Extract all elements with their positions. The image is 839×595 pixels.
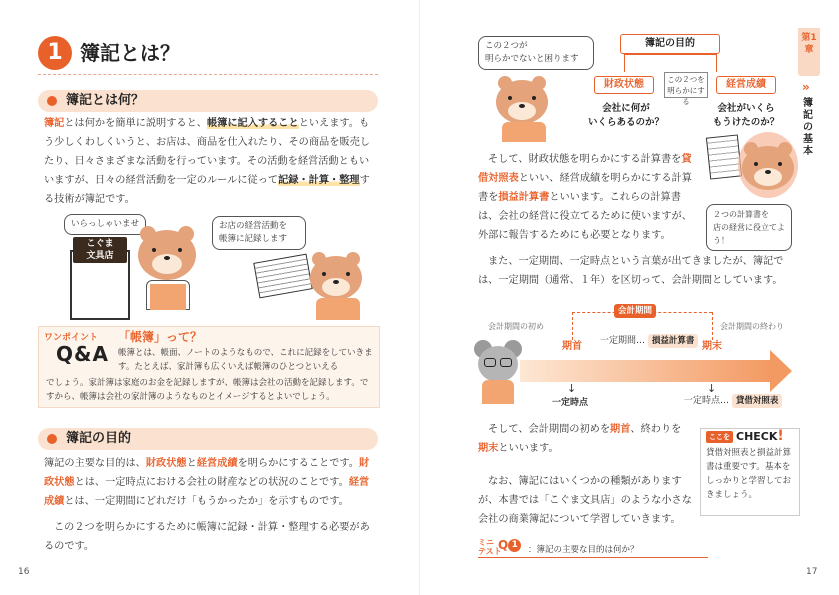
chapter-title: 簿記とは？: [80, 41, 180, 65]
minitest-q-letter: Q: [498, 538, 509, 552]
statements-bubble-line2: 店の経営に役立てよう！: [713, 223, 785, 245]
emphasis-text: 財政状態: [528, 154, 570, 165]
kishu-kimatsu-paragraph: [478, 420, 688, 458]
emphasis-text: 財政状態: [44, 458, 370, 488]
page-number-right: 17: [806, 567, 818, 577]
timeline-arrow-head: [770, 350, 792, 392]
chapter-side-tab: [798, 28, 820, 228]
shop-sign-line1: こぐま: [86, 239, 114, 249]
unclear-speech-bubble: [478, 36, 594, 70]
point-right-row: [684, 394, 782, 409]
chapter-number-badge: 1: [38, 36, 72, 70]
exclamation-icon: !: [777, 428, 784, 444]
emphasis-text: １年: [579, 275, 601, 286]
body-text: で、これに記録をしていきます。たとえば、家計簿も広くいえば帳簿のひとつといえる: [118, 348, 373, 372]
period-start-label: 会計期間の初め: [488, 322, 544, 331]
check-tag: ここを: [706, 431, 733, 443]
body-text: といえます。もう少しくわしくいうと、お店は、商品を仕入れたり、その商品を販売したり、日々さまざまな活動を行っています。その活動を経営活動ともいいますが、日々の経営活動を一定のルールに従って: [44, 118, 370, 186]
emphasis-text: 貸借対照表: [478, 154, 692, 184]
emphasis-text: 経営成績: [196, 458, 238, 469]
minitest-question-marker: [498, 538, 521, 552]
emphasis-text: 帳簿に記入すること: [207, 118, 299, 129]
body-text: といい、: [518, 173, 560, 184]
income-statement-tag: 損益計算書: [648, 334, 699, 348]
check-heading: [706, 428, 784, 444]
chapter-label: 第1章: [798, 28, 820, 76]
emphasis-text: ノートのようなもの: [186, 348, 263, 358]
body-text: は重要です。基本をしっかりと学習しておきましょう。: [706, 462, 792, 500]
connector-line: [716, 54, 717, 72]
period-label: 会計期間: [614, 304, 656, 318]
body-text: とは、帳面、: [135, 348, 187, 358]
body-text: また、一定期間、一定時点という言葉が出てきましたが、簿記では、一定期間（通常、: [478, 256, 784, 286]
caption-right-line1: 会社がいくら: [717, 103, 775, 114]
end-marker: [712, 312, 713, 340]
down-arrow-icon: ↓: [567, 382, 577, 395]
purpose-box: 簿記の目的: [620, 34, 720, 54]
emphasis-text: 期末: [478, 443, 499, 454]
qa-body: [118, 346, 374, 374]
section-heading-text: 簿記とは何？: [66, 93, 145, 108]
body-text: と: [186, 458, 197, 469]
greeting-speech-bubble: [64, 214, 146, 235]
fixed-period-row: [600, 334, 698, 349]
accounting-period-paragraph: [478, 252, 794, 290]
record-bubble-line1: お店の経営活動を: [219, 221, 288, 231]
section-heading-text: 簿記の目的: [66, 431, 132, 446]
kimatsu-label: 期末: [702, 341, 722, 352]
unclear-bubble-line2: 明らかでないと困ります: [485, 54, 579, 64]
middle-note-box: [664, 72, 708, 106]
body-text: とは何かを簡単に説明すると、: [64, 118, 207, 129]
bullet-dot-icon: [47, 96, 57, 106]
caption-left-line2: いくらあるのか？: [587, 117, 664, 128]
down-arrow-icon: ↓: [707, 382, 717, 395]
page-spine: [419, 0, 420, 595]
body-text: としています。: [712, 275, 783, 286]
emphasis-text: 簿記: [44, 118, 65, 129]
bookkeeping-types-paragraph: なお、簿記にはいくつかの種類がありますが、本書では「こぐま文具店」のような小さな会社の商業簿記について学習していきます。: [478, 476, 692, 525]
qa-tag: ワンポイント: [44, 333, 99, 343]
check-body: [706, 446, 798, 502]
qa-logo: Q&A: [56, 342, 109, 366]
connector-line: [624, 54, 716, 55]
section-heading-what: [38, 90, 378, 112]
emphasis-text: 経営成績: [559, 173, 601, 184]
body-text: そして、会計期間の初めを: [488, 424, 611, 435]
emphasis-text: 記録・計算・整理: [278, 175, 360, 186]
body-text: といいます。: [498, 443, 559, 454]
operating-results-caption: [706, 102, 786, 130]
body-text: と: [748, 448, 758, 458]
body-text: を明らかにする計算書を: [569, 154, 682, 165]
emphasis-text: 経営成績: [44, 477, 370, 507]
kishu-label: 期首: [562, 341, 582, 352]
fixed-period-prefix: 一定期間…: [600, 336, 646, 346]
body-text: とは、一定期間にどれだけ「もうかったか」を示すものです。: [64, 496, 349, 507]
body-text: そして、: [488, 154, 529, 165]
emphasis-text: 貸借対照表: [706, 448, 749, 458]
caption-right-line2: もうけたのか？: [712, 117, 780, 128]
emphasis-text: 財政状態: [145, 458, 187, 469]
section2-paragraph: [44, 454, 378, 511]
minitest-number: 1: [508, 539, 521, 552]
emphasis-text: 損益計算書: [706, 448, 792, 472]
middle-line1: この２つを: [667, 75, 705, 84]
qa-title: 「帳簿」って？: [118, 330, 203, 344]
check-title: CHECK: [736, 430, 778, 443]
bullet-dot-icon: [47, 434, 57, 444]
body-text: 簿記の主要な目的は、: [44, 458, 146, 469]
statement-document-illustration: [706, 134, 742, 179]
greeting-text: いらっしゃいませ: [71, 219, 140, 229]
body-text: を明らかにする計算書を: [478, 173, 692, 203]
emphasis-text: 帳簿: [118, 348, 136, 358]
balance-sheet-tag: 貸借対照表: [732, 394, 783, 408]
point-left-label: 一定時点: [552, 398, 589, 408]
statements-speech-bubble: [706, 204, 792, 251]
body-text: を明らかにすることです。: [237, 458, 359, 469]
caption-left-line1: 会社に何が: [602, 103, 650, 114]
financial-position-box: 財政状態: [594, 76, 654, 94]
statements-bubble-line1: ２つの計算書を: [713, 210, 769, 219]
section2-paragraph-2: この２つを明らかにするために帳簿に記録・計算・整理する必要があるのです。: [44, 522, 370, 552]
start-marker: [572, 312, 573, 340]
minitest-question: ：簿記の主要な目的は何か？: [528, 545, 639, 555]
middle-line2: 明らかにする: [667, 86, 705, 106]
minitest-badge-line1: ミニ: [478, 538, 494, 547]
body-text: といいます。これらの計算書は、会社の経営に役立てるために使いますが、外部に報告するためにも必要となります。: [478, 192, 692, 241]
statements-paragraph: [478, 150, 698, 245]
shop-sign-line2: 文具店: [86, 251, 114, 261]
emphasis-text: 期首: [610, 424, 631, 435]
body-text: ）を区切って、: [600, 275, 672, 286]
point-right-prefix: 一定時点…: [684, 396, 730, 406]
timeline-arrow-band: [520, 360, 770, 382]
chapter-vertical-title: 簿記の基本: [803, 98, 813, 157]
qa-body-continued: でしょう。家計簿は家庭のお金を記録しますが、帳簿は会社の活動を記録します。ですから、帳簿は会社の家計簿のようなものとイメージするとよいでしょう。: [46, 378, 369, 402]
minitest-badge-line2: テスト: [478, 547, 502, 556]
operating-results-box: 経営成績: [716, 76, 776, 94]
record-speech-bubble: [212, 216, 306, 250]
record-bubble-line2: 帳簿に記録します: [219, 234, 288, 244]
body-text: する技術が簿記です。: [44, 175, 370, 205]
section1-paragraph: [44, 114, 378, 209]
section-heading-purpose: [38, 428, 378, 450]
emphasis-text: 会計期間: [671, 275, 713, 286]
shop-sign: [73, 237, 127, 263]
emphasis-text: 損益計算書: [498, 192, 550, 203]
body-text: 、終わりを: [630, 424, 682, 435]
period-end-label: 会計期間の終わり: [720, 322, 784, 331]
body-text: とは、一定時点における会社の財産などの状況のことです。: [74, 477, 349, 488]
unclear-bubble-line1: この２つが: [485, 41, 528, 51]
connector-line: [624, 54, 625, 72]
double-chevron-icon: »: [802, 80, 810, 94]
title-divider: [38, 74, 378, 75]
financial-position-caption: [586, 102, 666, 130]
page-number-left: 16: [18, 567, 30, 577]
